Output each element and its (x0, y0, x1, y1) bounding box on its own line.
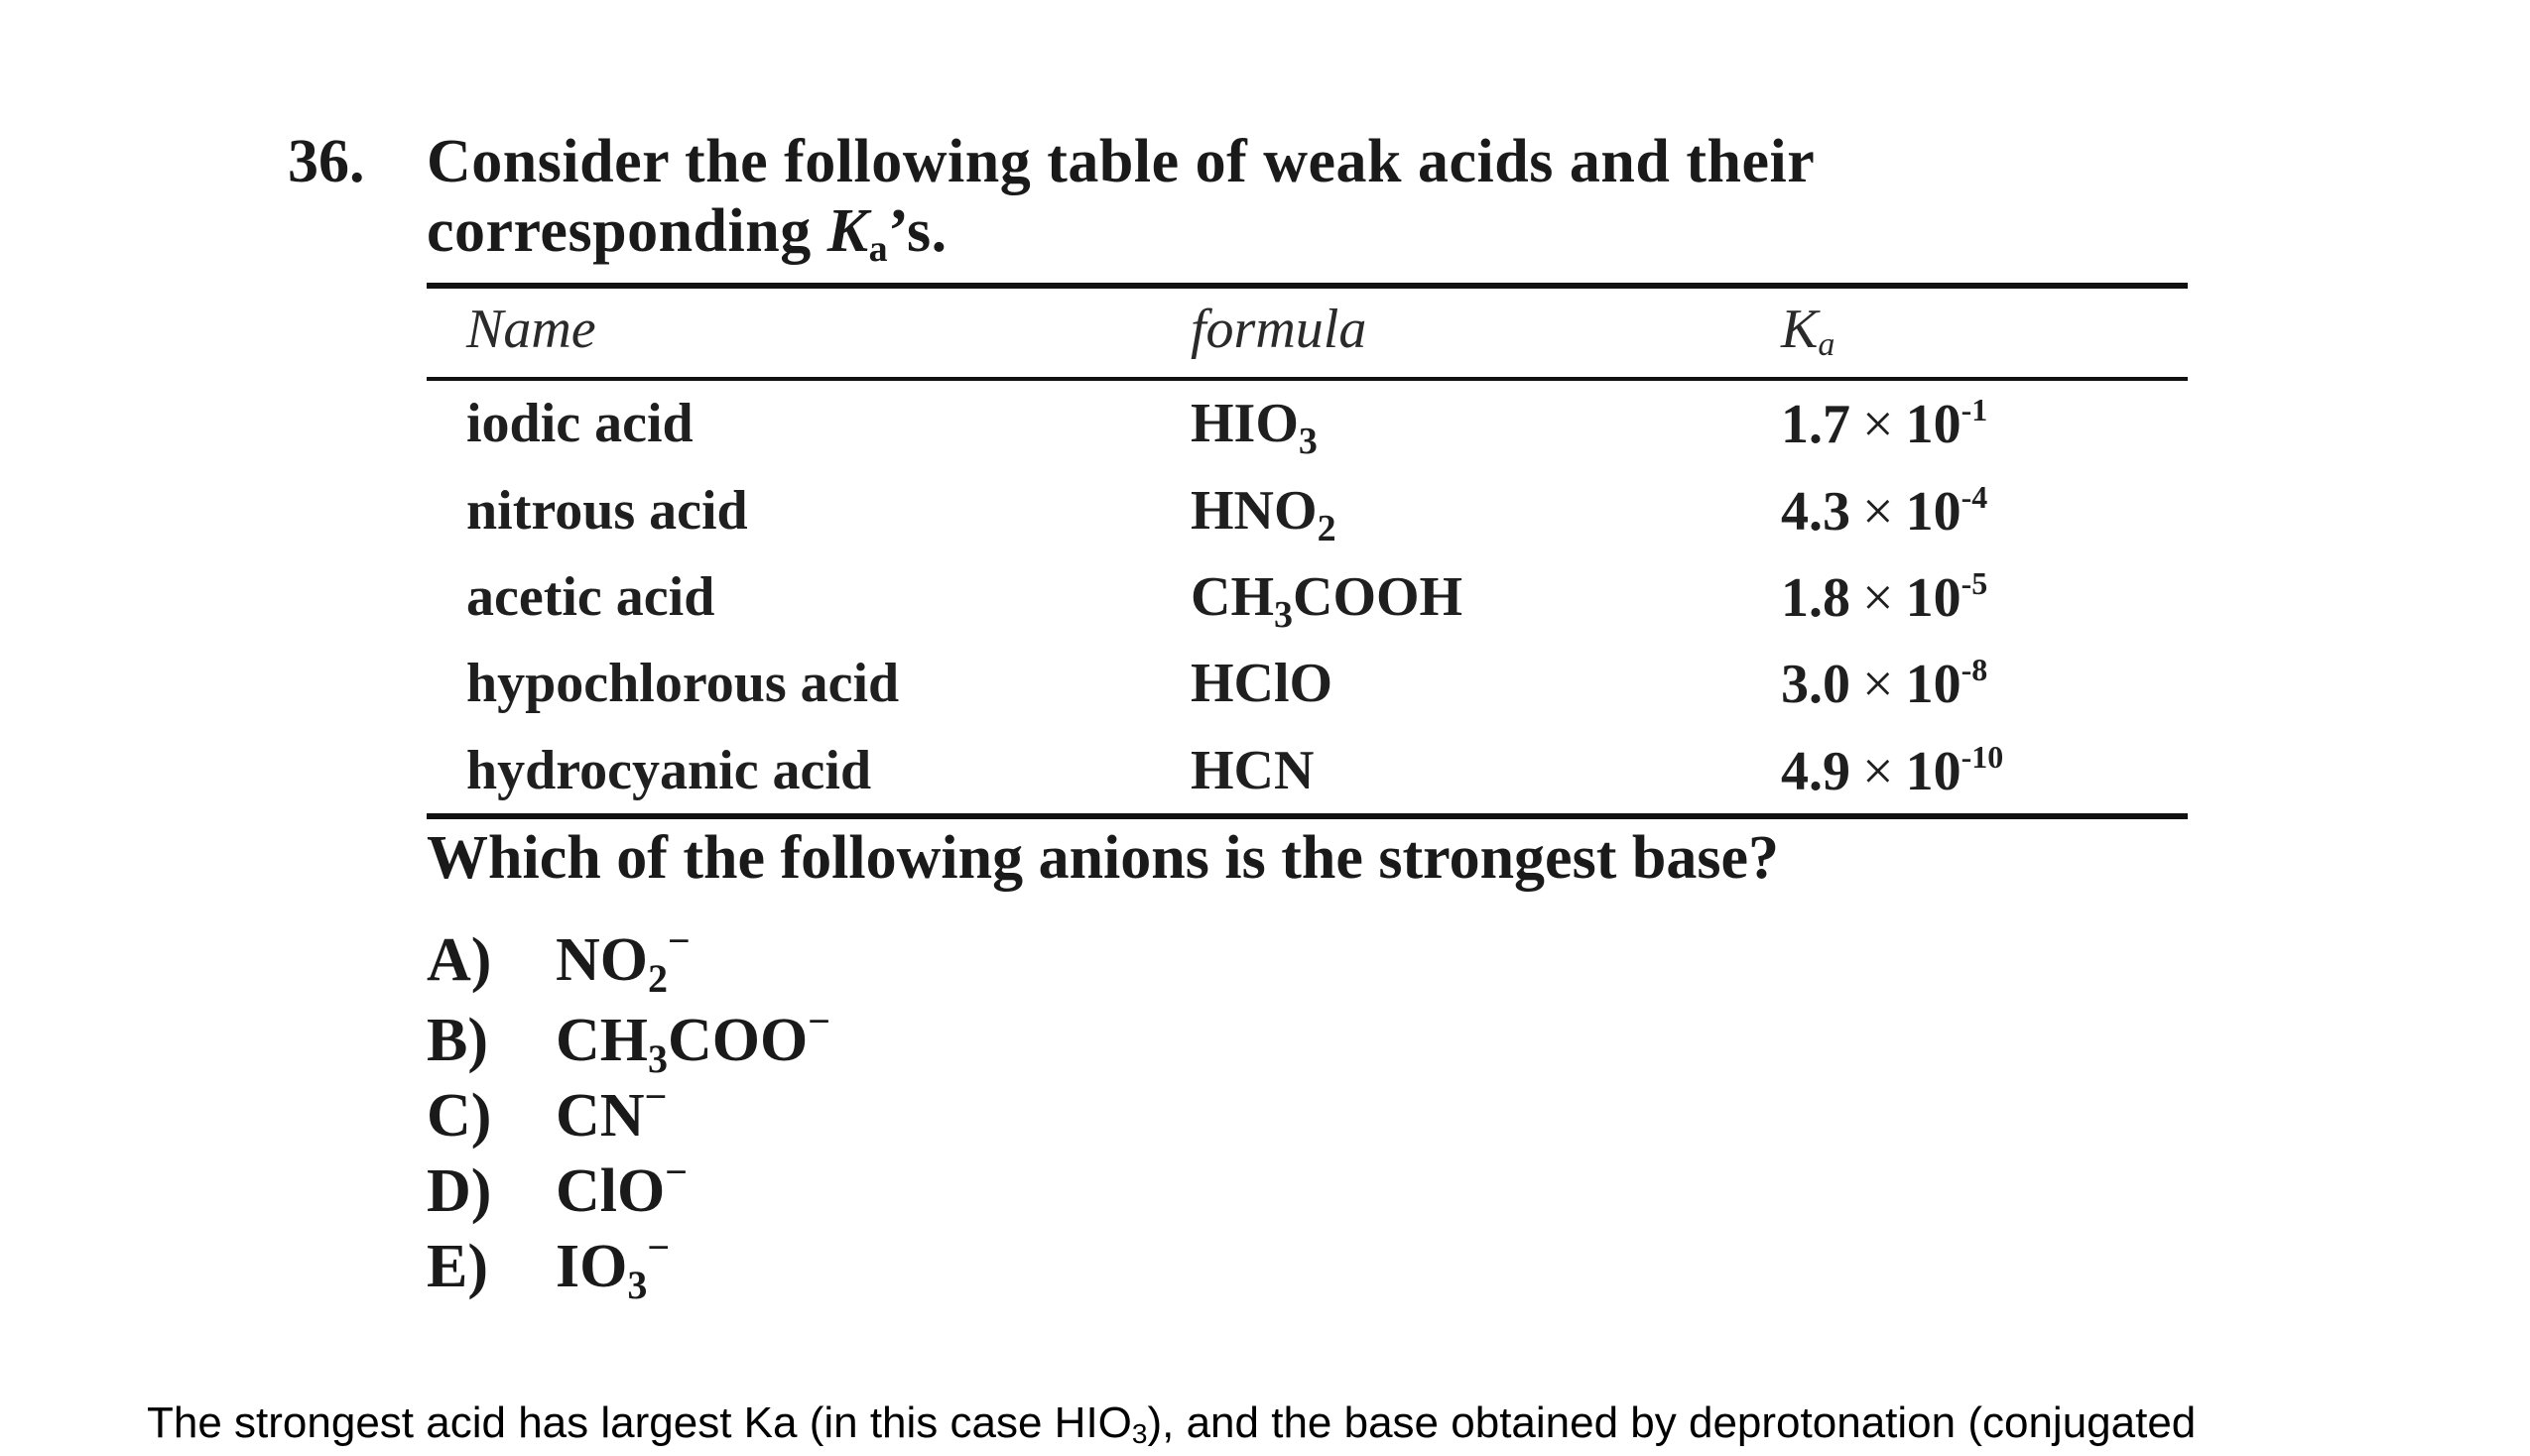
acid-ka: $4.3 \times 10^{-4}$ (1781, 479, 1988, 543)
header-name: Name (466, 299, 596, 360)
table-top-rule (427, 283, 2188, 289)
choice-d: D) ClO− (427, 1150, 689, 1225)
acid-name: hypochlorous acid (466, 653, 900, 714)
acid-ka: $1.8 \times 10^{-5}$ (1781, 565, 1988, 629)
acid-name: acetic acid (466, 566, 715, 628)
choice-b: B) $CH_3COO^-$ (427, 999, 831, 1081)
acid-name: hydrocyanic acid (466, 740, 872, 801)
choice-c: C) CN− (427, 1074, 668, 1150)
acid-formula: $HNO_2$ (1191, 480, 1336, 549)
acid-formula: HCN (1191, 740, 1315, 801)
acid-formula: $HIO_3$ (1191, 393, 1318, 462)
choice-e: E) $IO_3^-$ (427, 1225, 671, 1307)
header-ka: $K_a$ (1781, 299, 1835, 363)
acid-ka: $1.7 \times 10^{-1}$ (1781, 392, 1988, 455)
acid-name: iodic acid (466, 393, 694, 454)
acid-ka: $4.9 \times 10^{-10}$ (1781, 739, 2004, 802)
acid-formula: HClO (1191, 653, 1333, 714)
explanation-note: The strongest acid has largest Ka (in this case $HIO_3$), and the base obtained by deprotonation (conjugated (147, 1398, 2197, 1449)
header-formula: formula (1191, 299, 1367, 360)
table-header-rule (427, 377, 2188, 381)
question-stem-line1: Consider the following table of weak acids and their (427, 128, 1816, 195)
acid-formula: $CH_3COOH$ (1191, 566, 1463, 636)
acid-name: nitrous acid (466, 480, 748, 542)
question-stem-line2: corresponding $K_a’s$. (427, 197, 948, 270)
question-number: 36. (288, 128, 365, 195)
question-prompt: Which of the following anions is the strongest base? (427, 824, 1779, 892)
choice-a: A) $NO_2^-$ (427, 918, 691, 1001)
acid-ka: $3.0 \times 10^{-8}$ (1781, 652, 1988, 715)
table-bottom-rule (427, 813, 2188, 819)
